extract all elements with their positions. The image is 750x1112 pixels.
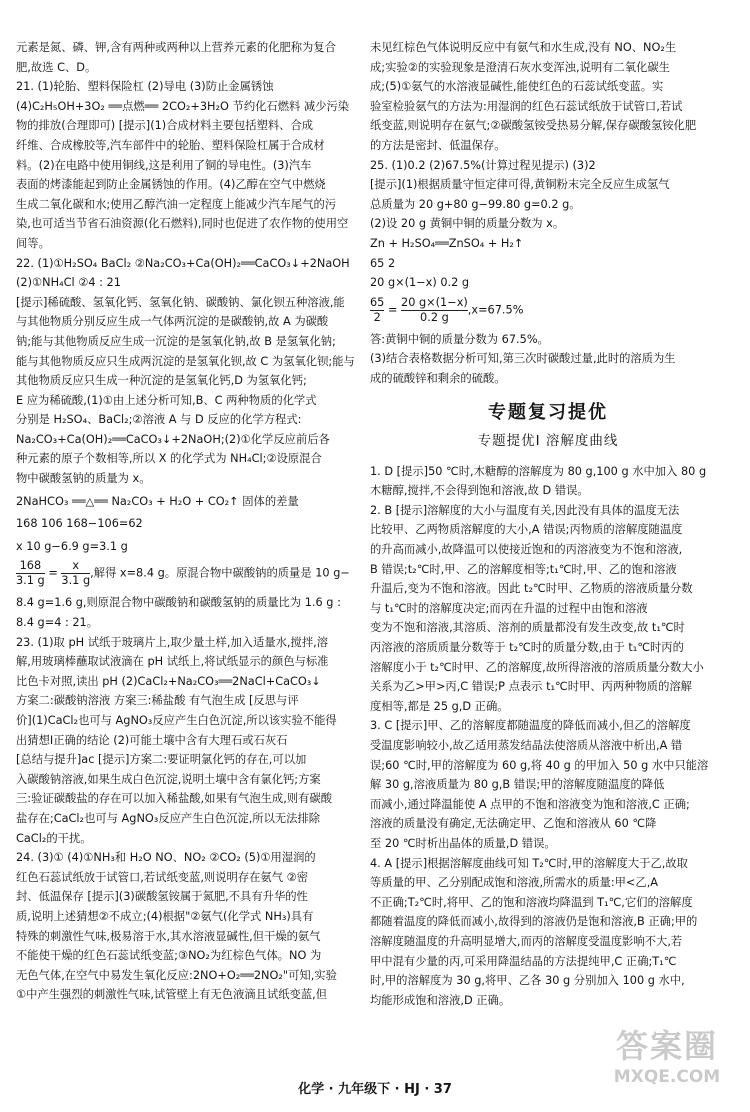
watermark-logo <box>592 1026 742 1098</box>
text-line: 4. A [提示]根据溶解度曲线可知 T₂℃时,甲的溶解度大于乙,故取 <box>370 856 688 870</box>
left-column <box>16 38 360 1005</box>
text-line: 物中碳酸氢钠的质量为 x。 <box>16 472 151 486</box>
text-line: 65 2 <box>370 256 396 270</box>
text-line: (3)结合表格数据分析可知,第三次时碳酸过量,此时的溶质为生 <box>370 352 676 366</box>
text-line: (2)设 20 g 黄铜中铜的质量分数为 x。 <box>370 217 565 231</box>
text-line: 总质量为 20 g+80 g−99.80 g=0.2 g。 <box>370 197 581 211</box>
text-line: 能与其他物质反应只生成两沉淀的是氢氧化钡,故 C 为氢氧化钡;能与 <box>16 354 355 368</box>
text-line: 元素是氮、磷、钾,含有两种或两种以上营养元素的化肥称为复合 <box>16 41 336 54</box>
text-line: 均能形成饱和溶液,D 正确。 <box>370 993 511 1007</box>
text-line: 比较甲、乙两物质溶解度的大小,A 错误;丙物质的溶解度随温度 <box>370 523 683 537</box>
denominator: 3.1 g <box>16 574 45 588</box>
text-line: 溶液的质量没有确定,无法确定甲、乙饱和溶液从 60 ℃降 <box>370 817 657 831</box>
text-line: 料。(2)在电路中使用铜线,这是利用了铜的导电性。(3)汽车 <box>16 158 312 172</box>
text-line: E 应为稀硫酸,(1)①由上述分析可知,B、C 两种物质的化学式 <box>16 393 317 407</box>
sub-title: 专题提优Ⅰ 溶解度曲线 <box>477 433 619 450</box>
text-line: 23. (1)取 pH 试纸于玻璃片上,取少量土样,加入适量水,搅拌,溶 <box>16 635 329 649</box>
text-line: 丙溶液的溶质质量分数等于 t₂℃时的质量分数,由于 t₁℃时丙的 <box>370 641 684 655</box>
text-line: 生成二氧化碳和水;使用乙醇汽油一定程度上能减少汽车尾气的污 <box>16 197 337 211</box>
numerator: 168 <box>16 559 45 574</box>
text-line: 钠;能与其他物质反应生成一沉淀的是氢氧化钠,故 B 是氢氧化钠; <box>16 334 336 348</box>
text-line: 成;(5)①氨气的水溶液显碱性,能使红色的石蕊试纸变蓝。实 <box>370 80 664 94</box>
fraction <box>16 559 45 588</box>
text-line: 2NaHCO₃ ══△══ Na₂CO₃ + H₂O + CO₂↑ 固体的差量 <box>16 494 299 508</box>
numerator: x <box>61 559 90 574</box>
text-line: 入碳酸钠溶液,如果生成白色沉淀,说明土壤中含有氯化钙;方案 <box>16 772 321 786</box>
text-line: 而减小,通过降温能使 A 点甲的不饱和溶液变为饱和溶液,C 正确; <box>370 797 690 811</box>
text-line: 20 g×(1−x) 0.2 g <box>370 276 470 290</box>
text-line: 纸变蓝,则说明存在氨气;②碳酸氢铵受热易分解,保存碳酸氢铵化肥 <box>370 119 697 133</box>
fraction <box>401 296 468 325</box>
text-line: 的方法是密封、低温保存。 <box>370 138 506 152</box>
fraction-text: ,x=67.5% <box>467 303 524 317</box>
text-line: [总结与提升]ac [提示]方案二:要证明氯化钙的存在,可以加 <box>16 753 307 767</box>
text-line: 比色卡对照,读出 pH (2)CaCl₂+Na₂CO₃══2NaCl+CaCO₃↓ <box>16 674 321 688</box>
page-footer: 化学 · 九年级下 · HJ · 37 <box>298 1082 452 1097</box>
text-line: 肥,故选 C、D。 <box>16 60 97 74</box>
text-line: ①中产生强烈的刺激性气味,试管壁上有无色液滴且试纸变蓝,但 <box>16 988 328 1002</box>
text-line: 8.4 g=1.6 g,则原混合物中碳酸钠和碳酸氢钠的质量比为 1.6 g : <box>16 596 341 610</box>
text-line: x 10 g−6.9 g=3.1 g <box>16 539 128 553</box>
text-line: 时,甲的溶解度为 30 g,将甲、乙各 30 g 分别加入 100 g 水中, <box>370 974 685 988</box>
text-line: 物的排放(合理即可) [提示](1)合成材料主要包括塑料、合成 <box>16 119 314 133</box>
text-line: 成的硫酸锌和剩余的硫酸。 <box>370 371 506 385</box>
text-line: 21. (1)轮胎、塑料保险杠 (2)导电 (3)防止金属锈蚀 <box>16 80 274 94</box>
text-line: Zn + H₂SO₄══ZnSO₄ + H₂↑ <box>370 236 524 250</box>
text-line: 甲中混有少量的丙,可采用降温结晶的方法提纯甲,C 正确;T₁℃ <box>370 954 677 968</box>
text-line: 盐存在;CaCl₂也可与 AgNO₃反应产生白色沉淀,所以无法排除 <box>16 811 321 825</box>
text-line: 成;实验②的实验现象是澄清石灰水变浑浊,说明有二氧化碳生 <box>370 60 670 74</box>
text-line: 关系为乙>甲>丙,C 错误;P 点表示 t₁℃时甲、丙两种物质的溶解 <box>370 680 692 694</box>
text-line: 度相等,都是 25 g,D 正确。 <box>370 699 509 713</box>
text-line: (4)C₂H₅OH+3O₂ ══点燃══ 2CO₂+3H₂O 节约化石燃料 减少污染 <box>16 99 350 113</box>
text-line: 误;60 ℃时,甲的溶解度为 60 g,将 40 g 的甲加入 50 g 水中只能溶 <box>370 758 709 772</box>
text-line: 质,说明上述猜想②不成立;(4)根据"②氨气(化学式 NH₃)具有 <box>16 909 314 923</box>
watermark-text: 答案圈 <box>615 1027 718 1065</box>
text-line: 间等。 <box>16 236 50 250</box>
text-line: 1. D [提示]50 ℃时,木糖醇的溶解度为 80 g,100 g 水中加入 80 g <box>370 464 707 478</box>
text-line: 出猜想Ⅰ正确的结论 (2)可能土壤中含有大理石或石灰石 <box>16 733 288 747</box>
text-line: 解,用玻璃棒蘸取试液滴在 pH 试纸上,将试纸显示的颜色与标准 <box>16 655 329 669</box>
text-line: [提示](1)根据质量守恒定律可得,黄铜粉末完全反应生成氢气 <box>370 178 670 192</box>
text-line: 封、低温保存 [提示](3)碳酸氢铵属于氮肥,不具有升华的性 <box>16 890 308 904</box>
text-line: 24. (3)① (4)①NH₃和 H₂O NO、NO₂ ②CO₂ (5)①用湿润的 <box>16 851 316 865</box>
text-line: 8.4 g=4 : 21。 <box>16 616 99 630</box>
text-line: 答:黄铜中铜的质量分数为 67.5%。 <box>370 332 549 346</box>
text-line: 变为不饱和溶液,其溶质、溶剂的质量都没有发生改变,故 t₁℃时 <box>370 621 685 635</box>
denominator: 0.2 g <box>420 310 449 324</box>
text-line: 至 20 ℃时析出晶体的质量,D 错误。 <box>370 836 556 850</box>
text-line: 种元素的原子个数相等,所以 X 的化学式为 NH₄Cl;②设原混合 <box>16 452 322 466</box>
text-line: 分别是 H₂SO₄、BaCl₂;②溶液 A 与 D 反应的化学方程式: <box>16 413 302 427</box>
text-line: 其他物质反应只生成一种沉淀的是氢氧化钙,D 为氢氧化钙; <box>16 374 307 388</box>
text-line: 不正确;T₂℃时,将甲、乙的饱和溶液均降温到 T₁℃,它们的溶解度 <box>370 895 693 909</box>
text-line: 溶解度随温度的升高明显增大,而丙的溶解度受温度影响不大,若 <box>370 934 683 948</box>
fraction-text: ,解得 x=8.4 g。原混合物中碳酸钠的质量是 10 g− <box>90 566 350 580</box>
watermark-url: MXQE.COM <box>613 1067 721 1087</box>
text-line: 2. B [提示]溶解度的大小与温度有关,因此没有具体的温度无法 <box>370 503 680 517</box>
text-line: 与 t₁℃时的溶解度决定;而丙在升温的过程中由饱和溶液 <box>370 601 648 615</box>
text-line: 等质量的甲、乙分别配成饱和溶液,所需水的质量:甲<乙,A <box>370 876 659 890</box>
fraction-equation <box>16 556 360 593</box>
text-line: 三:验证碳酸盐的存在可以加入稀盐酸,如果有气泡生成,则有碳酸 <box>16 792 333 806</box>
text-line: B 错误;t₂℃时,甲、乙的溶解度相等;t₁℃时,甲、乙的饱和溶液 <box>370 562 677 576</box>
text-line: 木糖醇,搅拌,不会得到饱和溶液,故 D 错误。 <box>370 484 589 498</box>
text-line: 与其他物质分别反应生成一气体两沉淀的是碳酸钠,故 A 为碳酸 <box>16 315 329 329</box>
fraction <box>370 296 384 325</box>
numerator: 20 g×(1−x) <box>401 295 468 309</box>
fraction <box>61 559 90 588</box>
text-line: 168 106 168−106=62 <box>16 517 143 531</box>
text-line: 未见红棕色气体说明反应中有氨气和水生成,没有 NO、NO₂生 <box>370 41 677 54</box>
text-line: 升温后,变为不饱和溶液。因此 t₂℃时甲、乙物质的溶液质量分数 <box>370 582 693 596</box>
text-line: [提示]稀硫酸、氢氧化钙、氢氧化钠、碳酸钠、氯化钡五种溶液,能 <box>16 295 345 309</box>
text-line: (2)①NH₄Cl ②4 : 21 <box>16 276 121 290</box>
text-line: 解 30 g,溶液质量为 80 g,B 错误;甲的溶解度随温度的降低 <box>370 778 665 792</box>
text-line: 的升高而减小,故降温可以使接近饱和的丙溶液变为不饱和溶液, <box>370 543 683 557</box>
denominator: 2 <box>373 310 381 324</box>
text-line: 3. C [提示]甲、乙的溶解度都随温度的降低而减小,但乙的溶解度 <box>370 719 691 733</box>
denominator: 3.1 g <box>61 574 91 588</box>
equals-sign: = <box>44 566 62 580</box>
text-line: 红色石蕊试纸放于试管口,若试纸变蓝,则说明存在氨气 ②密 <box>16 870 309 884</box>
text-line: 受温度影响较小,故乙适用蒸发结晶法使溶质从溶液中析出,A 错 <box>370 739 683 752</box>
text-line: 表面的烤漆能起到防止金属锈蚀的作用。(4)乙醇在空气中燃烧 <box>16 178 326 192</box>
equals-sign: = <box>384 303 402 317</box>
text-line: 方案二:碳酸钠溶液 方案三:稀盐酸 有气泡生成 [反思与评 <box>16 694 299 708</box>
text-line: 特殊的刺激性气味,极易溶于水,其水溶液显碱性,但干燥的氨气 <box>16 929 321 943</box>
text-line: 无色气体,在空气中易发生氧化反应:2NO+O₂══2NO₂"可知,实验 <box>16 968 337 982</box>
text-line: 25. (1)0.2 (2)67.5%(计算过程见提示) (3)2 <box>370 158 596 172</box>
text-line: 染,也可适当节省石油资源(化石燃料),同时也促进了农作物的使用空 <box>16 217 349 231</box>
text-line: 都随着温度的降低而减小,故得到的溶液仍是饱和溶液,B 正确;甲的 <box>370 915 698 929</box>
right-column <box>370 38 726 1010</box>
numerator: 65 <box>370 295 385 309</box>
text-line: 22. (1)①H₂SO₄ BaCl₂ ②Na₂CO₃+Ca(OH)₂══CaCO₃↓+2NaOH <box>16 256 350 270</box>
text-line: 不能使干燥的红色石蕊试纸变蓝;③NO₂为红棕色气体。NO 为 <box>16 949 322 963</box>
text-line: 价](1)CaCl₂也可与 AgNO₃反应产生白色沉淀,所以该实验不能得 <box>16 714 337 727</box>
text-line: CaCl₂的干扰。 <box>16 831 92 845</box>
text-line: 验室检验氨气的方法为:用湿润的红色石蕊试纸放于试管口,若试 <box>370 99 683 113</box>
section-title: 专题复习提优 <box>488 401 608 423</box>
text-line: Na₂CO₃+Ca(OH)₂══CaCO₃↓+2NaOH;(2)①化学反应前后各 <box>16 432 330 446</box>
text-line: 溶解度小于 t₂℃时甲、乙的溶解度,故所得溶液的溶质质量分数大小 <box>370 660 704 674</box>
text-line: 纤维、合成橡胶等,汽车部件中的轮胎、塑料保险杠属于合成材 <box>16 138 325 152</box>
fraction-equation <box>370 293 726 330</box>
